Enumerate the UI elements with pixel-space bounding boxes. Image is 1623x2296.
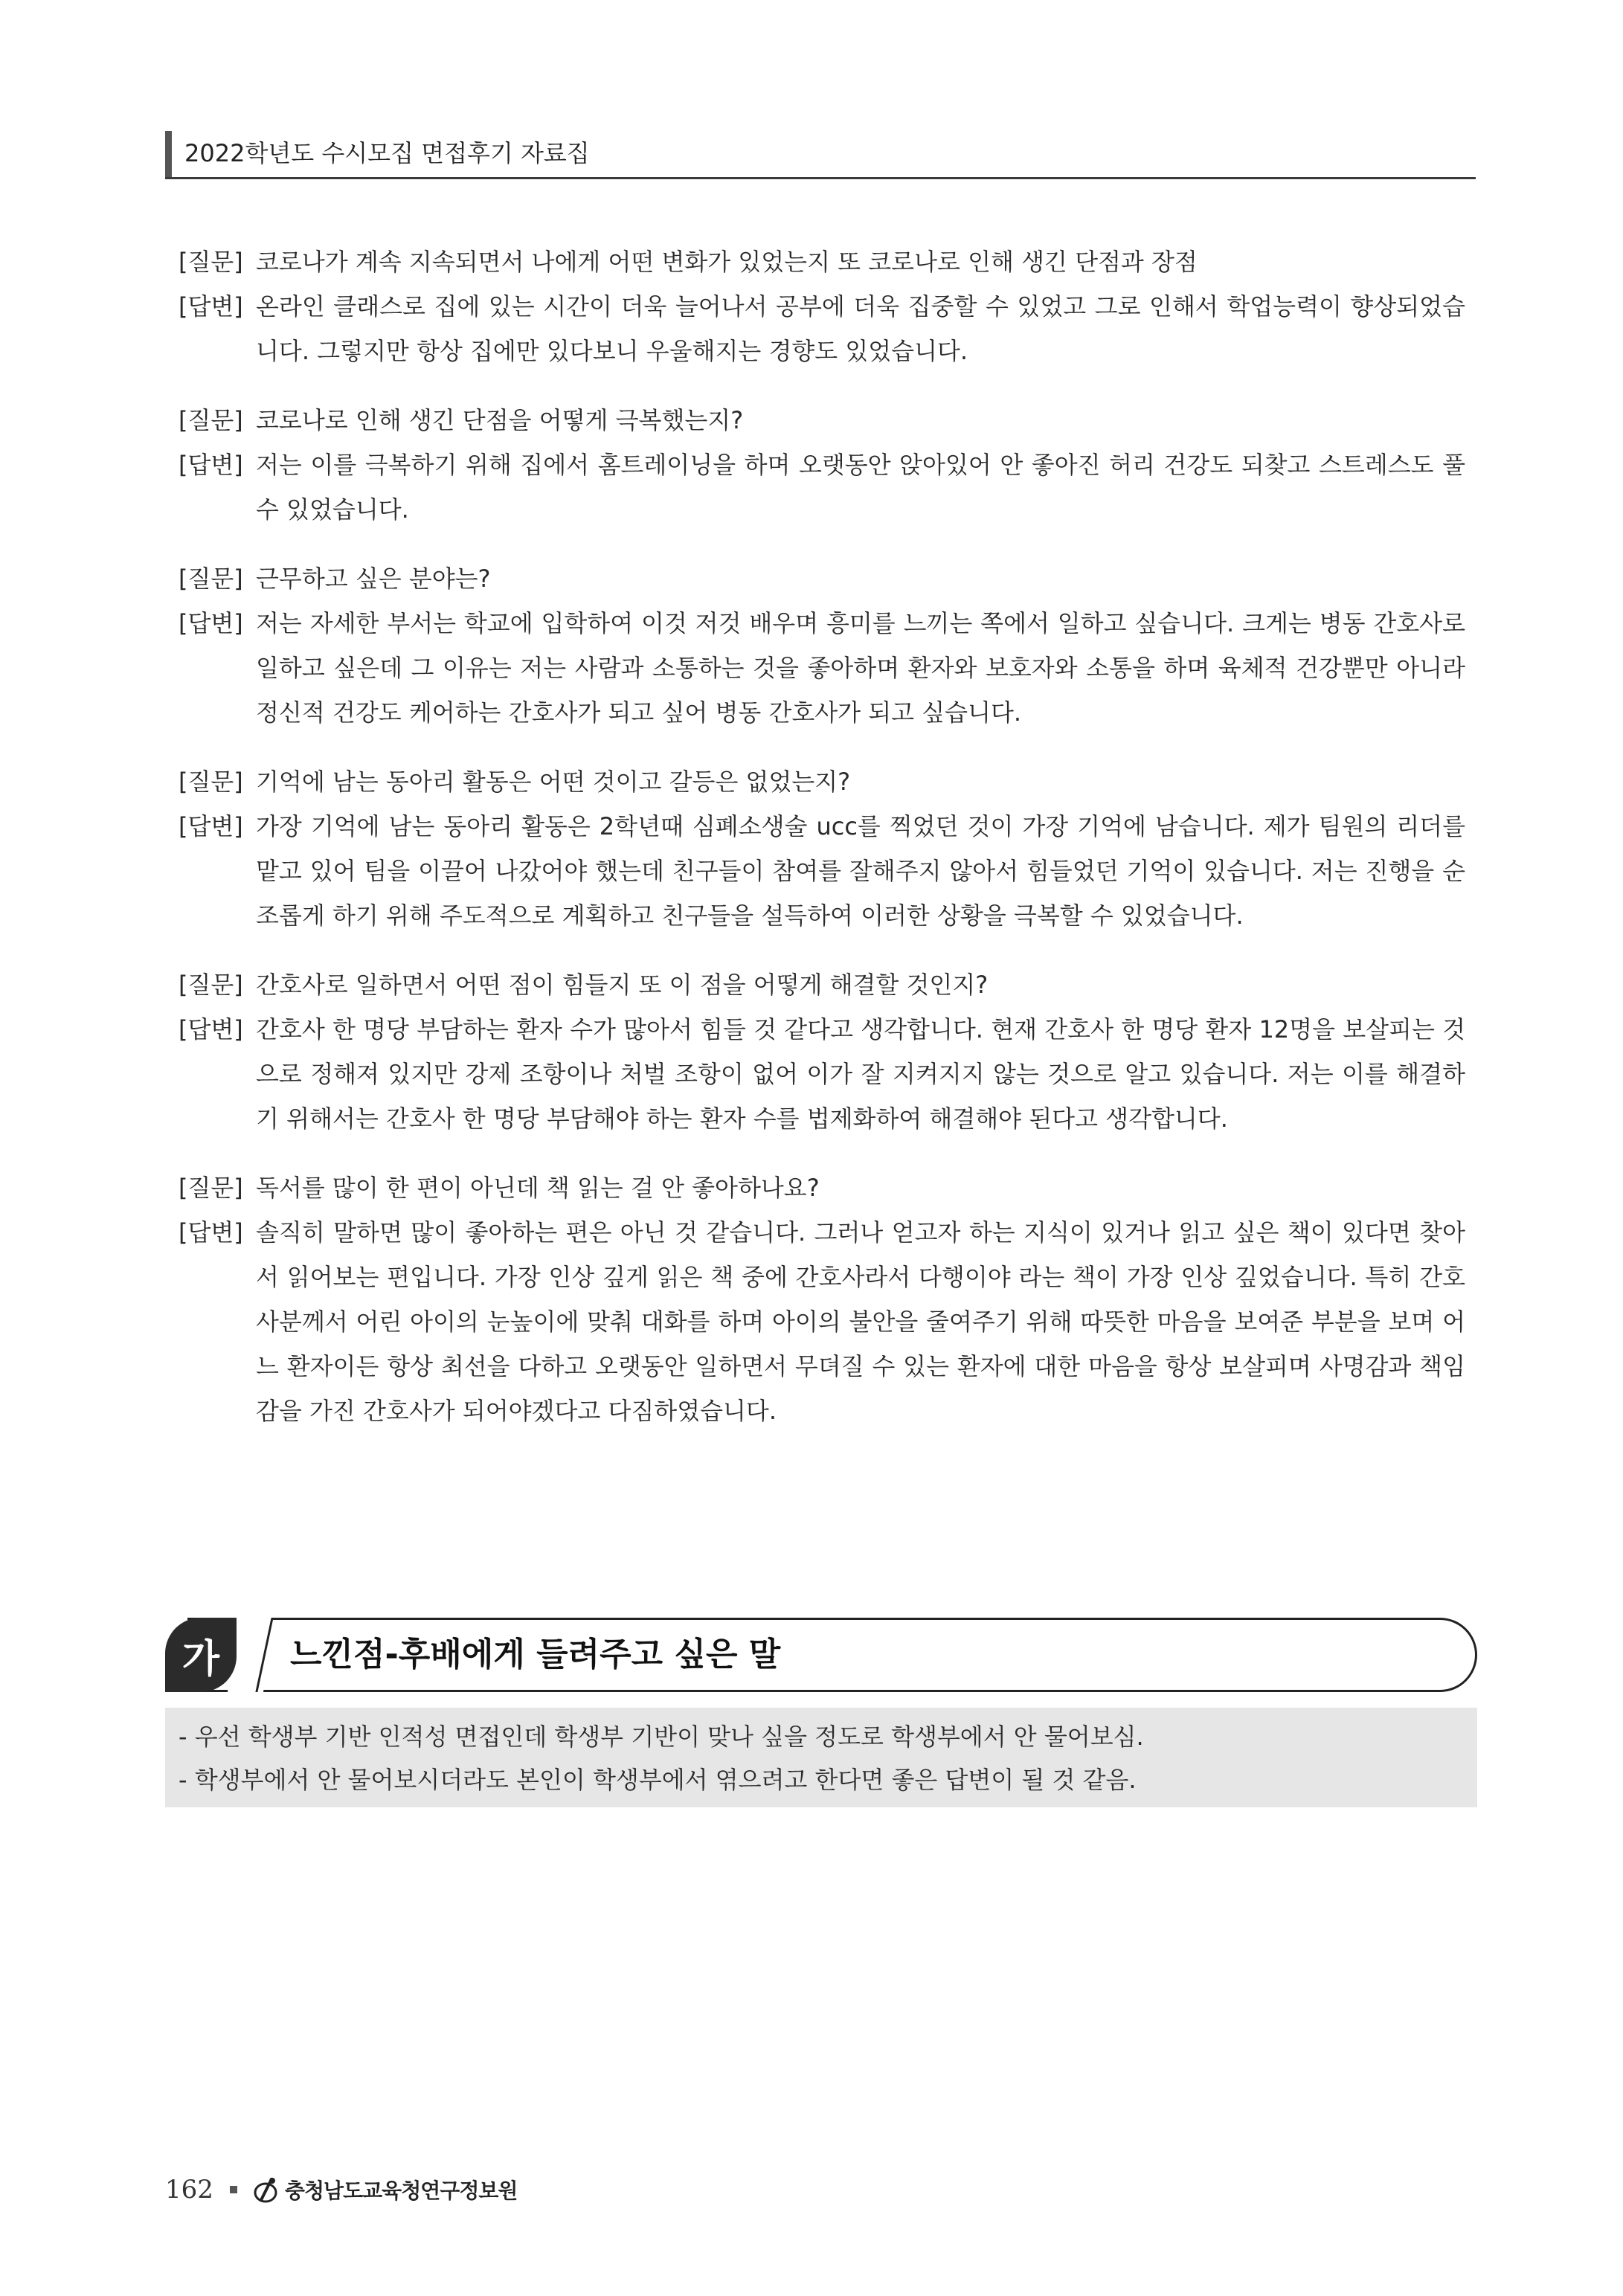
page-footer [165, 2173, 517, 2206]
answer-tag: [답변] [179, 292, 243, 321]
answer-text: 간호사 한 명당 부담하는 환자 수가 많아서 힘들 것 같다고 생각합니다. 현재 간호사 한 명당 환자 12명을 보살피는 것으로 정해져 있지만 강제 조항이나 처벌 조항이 없어 이가 잘 지켜지지 않는 것으로 알고 있습니다. 저는 이를 해결하기 위해서는 간호사 한 명당 부담해야 하는 환자 수를 법제화하여 해결해야 된다고 생각합니다. [256, 1015, 1465, 1133]
notes-box [165, 1708, 1477, 1807]
answer-tag: [답변] [179, 451, 243, 479]
qa-item [179, 556, 1465, 735]
section-heading [165, 1618, 1477, 1697]
section-badge: 가 [165, 1618, 237, 1692]
question-tag: [질문] [179, 565, 243, 593]
answer-tag: [답변] [179, 1218, 243, 1247]
answer-text: 저는 이를 극복하기 위해 집에서 홈트레이닝을 하며 오랫동안 앉아있어 안 좋아진 허리 건강도 되찾고 스트레스도 풀 수 있었습니다. [256, 451, 1465, 524]
question-tag: [질문] [179, 768, 243, 796]
note-item: - 우선 학생부 기반 인적성 면접인데 학생부 기반이 맞나 싶을 정도로 학생부에서 안 물어보심. [179, 1723, 1144, 1751]
question-tag: [질문] [179, 1174, 243, 1202]
question-text: 코로나가 계속 지속되면서 나에게 어떤 변화가 있었는지 또 코로나로 인해 생긴 단점과 장점 [256, 248, 1198, 276]
question-text: 간호사로 일하면서 어떤 점이 힘들지 또 이 점을 어떻게 해결할 것인지? [256, 971, 989, 999]
qa-item [179, 398, 1465, 532]
page-number: 162 [165, 2175, 213, 2205]
qa-item [179, 239, 1465, 373]
note-item: - 학생부에서 안 물어보시더라도 본인이 학생부에서 엮으려고 한다면 좋은 답변이 될 것 같음. [179, 1766, 1137, 1794]
qa-item [179, 759, 1465, 938]
question-tag: [질문] [179, 248, 243, 276]
header-accent-bar [165, 131, 172, 177]
question-text: 근무하고 싶은 분야는? [256, 565, 491, 593]
answer-text: 온라인 클래스로 집에 있는 시간이 더욱 늘어나서 공부에 더욱 집중할 수 있었고 그로 인해서 학업능력이 향상되었습니다. 그렇지만 항상 집에만 있다보니 우울해지는 경향도 있었습니다. [256, 292, 1465, 365]
header-title: 2022학년도 수시모집 면접후기 자료집 [184, 139, 590, 167]
footer-square-icon [230, 2186, 237, 2193]
running-header [165, 131, 1476, 179]
answer-text: 솔직히 말하면 많이 좋아하는 편은 아닌 것 같습니다. 그러나 얻고자 하는 지식이 있거나 읽고 싶은 책이 있다면 찾아서 읽어보는 편입니다. 가장 인상 깊게 읽은 책 중에 간호사라서 다행이야 라는 책이 가장 인상 깊었습니다. 특히 간호사분께서 어린 아이의 눈높이에 맞춰 대화를 하며 아이의 불안을 줄여주기 위해 따뜻한 마음을 보여준 부분을 보며 어느 환자이든 항상 최선을 다하고 오랫동안 일하면서 무뎌질 수 있는 환자에 대한 마음을 항상 보살피며 사명감과 책임감을 가진 간호사가 되어야겠다고 다짐하였습니다. [256, 1218, 1465, 1425]
qa-item [179, 962, 1465, 1141]
question-text: 코로나로 인해 생긴 단점을 어떻게 극복했는지? [256, 406, 744, 434]
qa-item [179, 1165, 1465, 1433]
answer-tag: [답변] [179, 812, 243, 840]
section-title: 느낀점-후배에게 들려주고 싶은 말 [290, 1636, 781, 1673]
qa-list [179, 239, 1465, 1458]
question-text: 독서를 많이 한 편이 아닌데 책 읽는 걸 안 좋아하나요? [256, 1174, 820, 1202]
question-tag: [질문] [179, 406, 243, 434]
org-logo-icon [251, 2175, 280, 2205]
question-text: 기억에 남는 동아리 활동은 어떤 것이고 갈등은 없었는지? [256, 768, 851, 796]
answer-text: 저는 자세한 부서는 학교에 입학하여 이것 저것 배우며 흥미를 느끼는 쪽에서 일하고 싶습니다. 크게는 병동 간호사로 일하고 싶은데 그 이유는 저는 사람과 소통하는 것을 좋아하며 환자와 보호자와 소통을 하며 육체적 건강뿐만 아니라 정신적 건강도 케어하는 간호사가 되고 싶어 병동 간호사가 되고 싶습니다. [256, 609, 1465, 727]
org-name: 충청남도교육청연구정보원 [284, 2178, 518, 2203]
answer-text: 가장 기억에 남는 동아리 활동은 2학년때 심폐소생술 ucc를 찍었던 것이 가장 기억에 남습니다. 제가 팀원의 리더를 맡고 있어 팀을 이끌어 나갔어야 했는데 친구들이 참여를 잘해주지 않아서 힘들었던 기억이 있습니다. 저는 진행을 순조롭게 하기 위해 주도적으로 계획하고 친구들을 설득하여 이러한 상황을 극복할 수 있었습니다. [256, 812, 1465, 930]
answer-tag: [답변] [179, 1015, 243, 1044]
question-tag: [질문] [179, 971, 243, 999]
answer-tag: [답변] [179, 609, 243, 637]
